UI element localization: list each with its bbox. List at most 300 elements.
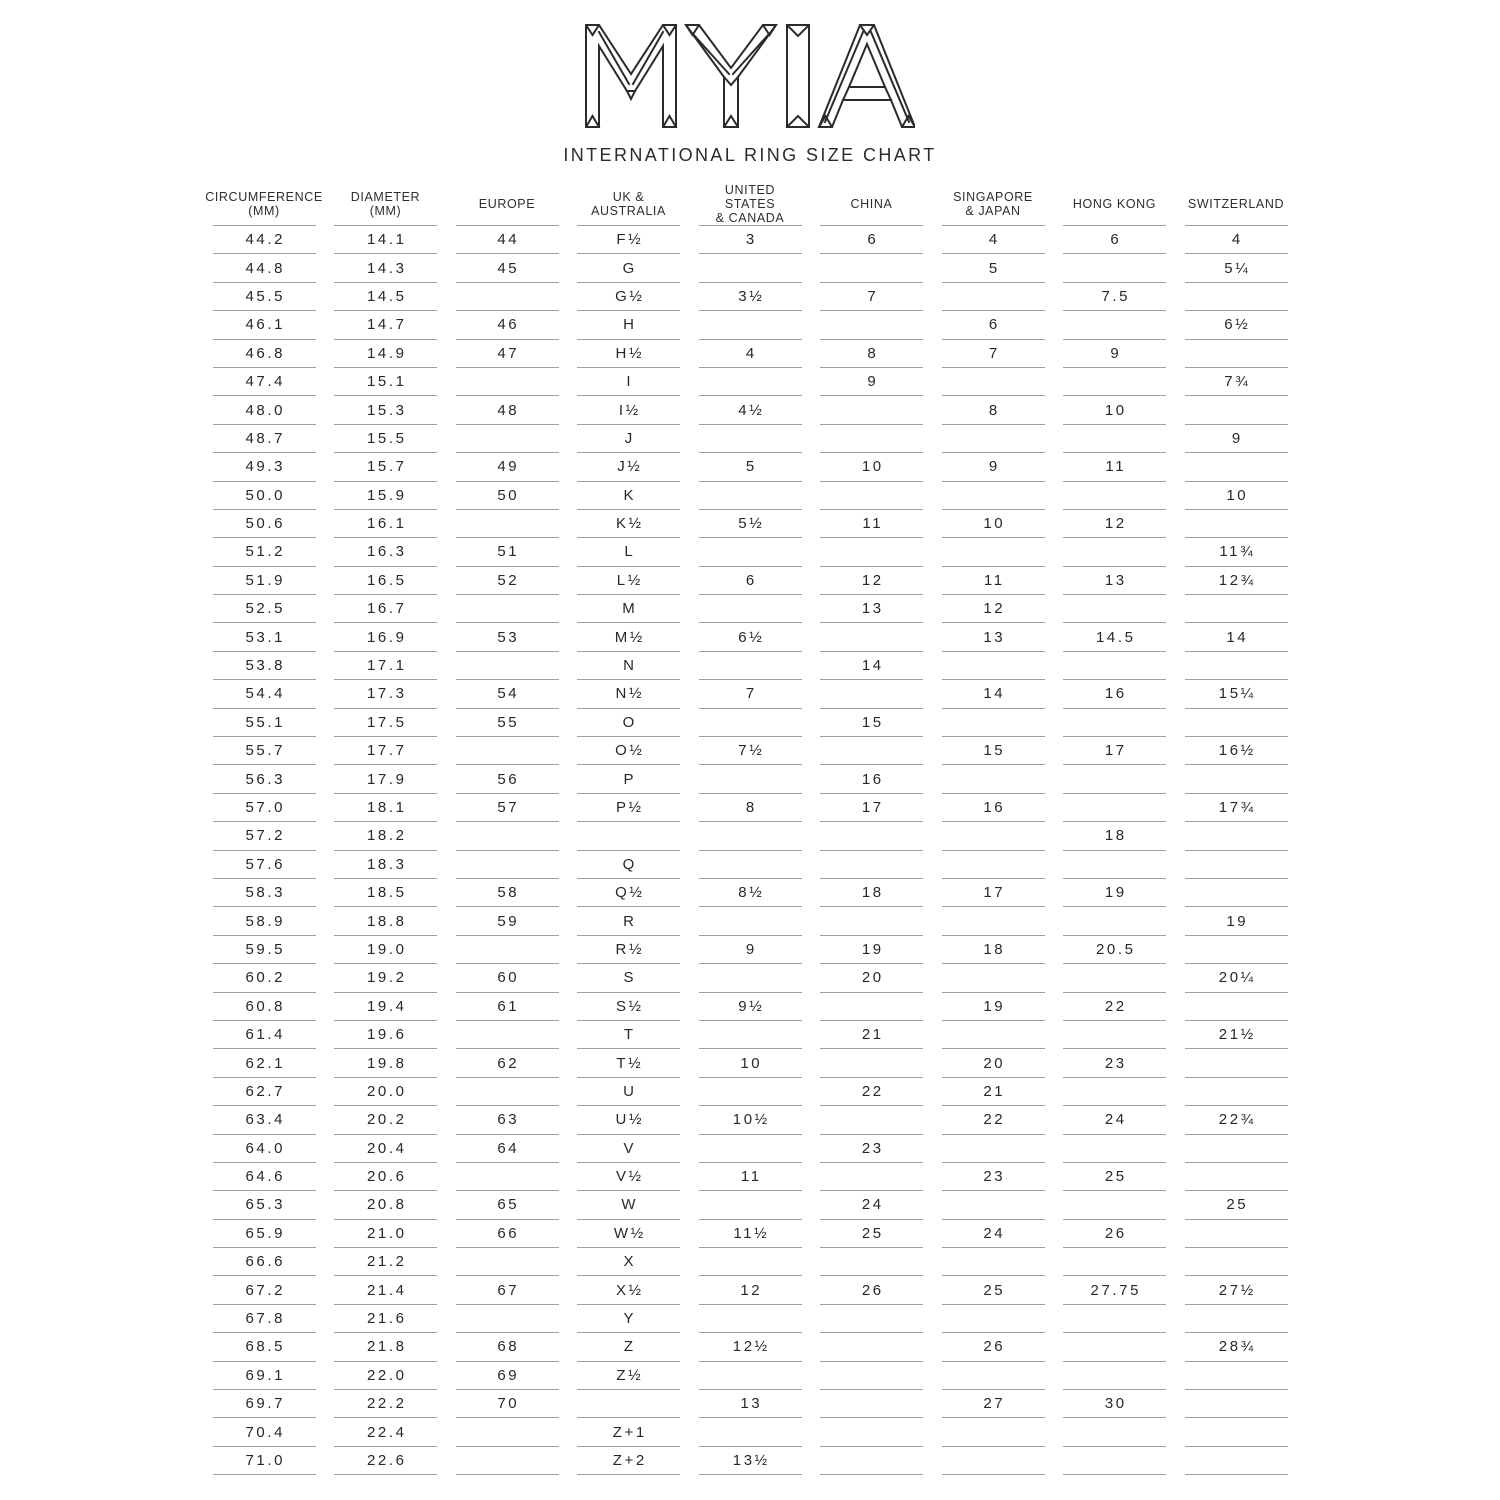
- table-cell-r31-c7: 21: [942, 1078, 1045, 1106]
- table-cell-r25-c9: 19: [1185, 907, 1288, 935]
- table-cell-r43-c5: [699, 1418, 802, 1446]
- table-cell-r18-c9: [1185, 709, 1288, 737]
- table-cell-r1-c6: 6: [820, 226, 923, 254]
- table-cell-r23-c9: [1185, 851, 1288, 879]
- table-cell-r6-c9: 7¾: [1185, 368, 1288, 396]
- table-cell-r32-c8: 24: [1063, 1106, 1166, 1134]
- table-cell-r8-c8: [1063, 425, 1166, 453]
- table-cell-r22-c7: [942, 822, 1045, 850]
- table-cell-r32-c3: 63: [456, 1106, 559, 1134]
- table-cell-r32-c1: 63.4: [213, 1106, 316, 1134]
- myia-logo: [585, 24, 915, 128]
- table-cell-r15-c1: 53.1: [213, 623, 316, 651]
- table-cell-r14-c2: 16.7: [334, 595, 437, 623]
- table-cell-r8-c2: 15.5: [334, 425, 437, 453]
- table-cell-r10-c4: K: [577, 482, 680, 510]
- table-cell-r4-c9: 6½: [1185, 311, 1288, 339]
- table-cell-r14-c1: 52.5: [213, 595, 316, 623]
- table-cell-r37-c5: [699, 1248, 802, 1276]
- table-cell-r23-c2: 18.3: [334, 851, 437, 879]
- table-cell-r24-c2: 18.5: [334, 879, 437, 907]
- table-cell-r20-c9: [1185, 765, 1288, 793]
- table-cell-r10-c6: [820, 482, 923, 510]
- table-cell-r18-c4: O: [577, 709, 680, 737]
- table-cell-r22-c3: [456, 822, 559, 850]
- table-cell-r3-c2: 14.5: [334, 283, 437, 311]
- table-cell-r1-c1: 44.2: [213, 226, 316, 254]
- table-cell-r9-c9: [1185, 453, 1288, 481]
- table-cell-r17-c1: 54.4: [213, 680, 316, 708]
- table-cell-r21-c1: 57.0: [213, 794, 316, 822]
- table-cell-r32-c4: U½: [577, 1106, 680, 1134]
- table-cell-r23-c1: 57.6: [213, 851, 316, 879]
- table-cell-r44-c3: [456, 1447, 559, 1475]
- table-cell-r10-c8: [1063, 482, 1166, 510]
- table-cell-r11-c6: 11: [820, 510, 923, 538]
- table-cell-r34-c7: 23: [942, 1163, 1045, 1191]
- chart-title: INTERNATIONAL RING SIZE CHART: [563, 145, 937, 165]
- table-cell-r44-c6: [820, 1447, 923, 1475]
- table-cell-r28-c4: S½: [577, 993, 680, 1021]
- table-cell-r33-c6: 23: [820, 1135, 923, 1163]
- table-cell-r6-c4: I: [577, 368, 680, 396]
- table-cell-r2-c3: 45: [456, 254, 559, 282]
- table-cell-r27-c4: S: [577, 964, 680, 992]
- table-cell-r42-c9: [1185, 1390, 1288, 1418]
- table-cell-r29-c5: [699, 1021, 802, 1049]
- table-cell-r34-c4: V½: [577, 1163, 680, 1191]
- table-cell-r40-c1: 68.5: [213, 1333, 316, 1361]
- myia-logo-graphic: [585, 24, 915, 128]
- table-cell-r13-c7: 11: [942, 567, 1045, 595]
- table-cell-r30-c4: T½: [577, 1049, 680, 1077]
- table-cell-r31-c6: 22: [820, 1078, 923, 1106]
- table-cell-r43-c9: [1185, 1418, 1288, 1446]
- table-cell-r2-c9: 5¼: [1185, 254, 1288, 282]
- table-cell-r26-c9: [1185, 936, 1288, 964]
- table-cell-r38-c2: 21.4: [334, 1276, 437, 1304]
- table-cell-r29-c2: 19.6: [334, 1021, 437, 1049]
- table-cell-r28-c1: 60.8: [213, 993, 316, 1021]
- table-cell-r39-c2: 21.6: [334, 1305, 437, 1333]
- table-cell-r12-c9: 11¾: [1185, 538, 1288, 566]
- table-cell-r10-c9: 10: [1185, 482, 1288, 510]
- table-cell-r20-c6: 16: [820, 765, 923, 793]
- table-cell-r20-c3: 56: [456, 765, 559, 793]
- table-cell-r16-c9: [1185, 652, 1288, 680]
- table-cell-r27-c5: [699, 964, 802, 992]
- table-cell-r36-c5: 11½: [699, 1220, 802, 1248]
- table-cell-r18-c3: 55: [456, 709, 559, 737]
- table-cell-r26-c5: 9: [699, 936, 802, 964]
- table-cell-r12-c7: [942, 538, 1045, 566]
- table-cell-r26-c8: 20.5: [1063, 936, 1166, 964]
- table-cell-r12-c5: [699, 538, 802, 566]
- table-cell-r19-c7: 15: [942, 737, 1045, 765]
- table-cell-r25-c7: [942, 907, 1045, 935]
- table-cell-r20-c8: [1063, 765, 1166, 793]
- table-cell-r5-c5: 4: [699, 340, 802, 368]
- table-cell-r27-c6: 20: [820, 964, 923, 992]
- table-cell-r28-c9: [1185, 993, 1288, 1021]
- table-cell-r29-c4: T: [577, 1021, 680, 1049]
- table-cell-r3-c6: 7: [820, 283, 923, 311]
- table-cell-r28-c8: 22: [1063, 993, 1166, 1021]
- table-cell-r19-c2: 17.7: [334, 737, 437, 765]
- table-cell-r15-c7: 13: [942, 623, 1045, 651]
- table-cell-r33-c7: [942, 1135, 1045, 1163]
- table-cell-r42-c2: 22.2: [334, 1390, 437, 1418]
- table-cell-r31-c5: [699, 1078, 802, 1106]
- table-cell-r28-c2: 19.4: [334, 993, 437, 1021]
- table-cell-r29-c1: 61.4: [213, 1021, 316, 1049]
- table-cell-r1-c2: 14.1: [334, 226, 437, 254]
- table-cell-r32-c5: 10½: [699, 1106, 802, 1134]
- table-cell-r4-c7: 6: [942, 311, 1045, 339]
- table-cell-r10-c3: 50: [456, 482, 559, 510]
- table-cell-r14-c3: [456, 595, 559, 623]
- table-cell-r21-c5: 8: [699, 794, 802, 822]
- table-cell-r2-c6: [820, 254, 923, 282]
- table-cell-r21-c7: 16: [942, 794, 1045, 822]
- table-cell-r6-c7: [942, 368, 1045, 396]
- table-cell-r19-c6: [820, 737, 923, 765]
- table-cell-r22-c8: 18: [1063, 822, 1166, 850]
- table-cell-r4-c6: [820, 311, 923, 339]
- table-cell-r26-c1: 59.5: [213, 936, 316, 964]
- table-cell-r13-c9: 12¾: [1185, 567, 1288, 595]
- table-cell-r27-c2: 19.2: [334, 964, 437, 992]
- table-cell-r44-c8: [1063, 1447, 1166, 1475]
- table-cell-r25-c5: [699, 907, 802, 935]
- table-cell-r17-c7: 14: [942, 680, 1045, 708]
- table-cell-r13-c5: 6: [699, 567, 802, 595]
- table-cell-r1-c4: F½: [577, 226, 680, 254]
- table-cell-r28-c6: [820, 993, 923, 1021]
- table-cell-r1-c3: 44: [456, 226, 559, 254]
- table-cell-r7-c9: [1185, 396, 1288, 424]
- table-cell-r11-c4: K½: [577, 510, 680, 538]
- table-cell-r32-c9: 22¾: [1185, 1106, 1288, 1134]
- table-cell-r27-c9: 20¼: [1185, 964, 1288, 992]
- table-cell-r1-c7: 4: [942, 226, 1045, 254]
- table-cell-r31-c4: U: [577, 1078, 680, 1106]
- table-cell-r8-c5: [699, 425, 802, 453]
- table-cell-r6-c3: [456, 368, 559, 396]
- table-cell-r34-c8: 25: [1063, 1163, 1166, 1191]
- table-cell-r35-c6: 24: [820, 1191, 923, 1219]
- table-cell-r38-c1: 67.2: [213, 1276, 316, 1304]
- table-cell-r22-c9: [1185, 822, 1288, 850]
- table-cell-r8-c4: J: [577, 425, 680, 453]
- table-cell-r9-c4: J½: [577, 453, 680, 481]
- table-cell-r5-c8: 9: [1063, 340, 1166, 368]
- table-cell-r41-c9: [1185, 1362, 1288, 1390]
- table-cell-r33-c2: 20.4: [334, 1135, 437, 1163]
- table-cell-r18-c6: 15: [820, 709, 923, 737]
- table-cell-r23-c7: [942, 851, 1045, 879]
- table-cell-r33-c5: [699, 1135, 802, 1163]
- table-cell-r30-c7: 20: [942, 1049, 1045, 1077]
- table-cell-r11-c2: 16.1: [334, 510, 437, 538]
- table-cell-r38-c5: 12: [699, 1276, 802, 1304]
- table-cell-r6-c1: 47.4: [213, 368, 316, 396]
- table-cell-r6-c5: [699, 368, 802, 396]
- table-cell-r27-c3: 60: [456, 964, 559, 992]
- table-cell-r23-c4: Q: [577, 851, 680, 879]
- table-cell-r14-c6: 13: [820, 595, 923, 623]
- table-cell-r40-c8: [1063, 1333, 1166, 1361]
- table-cell-r12-c4: L: [577, 538, 680, 566]
- table-cell-r16-c3: [456, 652, 559, 680]
- table-cell-r16-c7: [942, 652, 1045, 680]
- table-cell-r3-c9: [1185, 283, 1288, 311]
- table-cell-r3-c5: 3½: [699, 283, 802, 311]
- table-cell-r15-c4: M½: [577, 623, 680, 651]
- table-cell-r21-c9: 17¾: [1185, 794, 1288, 822]
- table-cell-r11-c8: 12: [1063, 510, 1166, 538]
- table-cell-r19-c8: 17: [1063, 737, 1166, 765]
- table-cell-r25-c2: 18.8: [334, 907, 437, 935]
- table-cell-r1-c8: 6: [1063, 226, 1166, 254]
- table-cell-r40-c7: 26: [942, 1333, 1045, 1361]
- table-cell-r39-c1: 67.8: [213, 1305, 316, 1333]
- column-header-singapore-japan: SINGAPORE & JAPAN: [942, 187, 1045, 226]
- table-cell-r10-c1: 50.0: [213, 482, 316, 510]
- table-cell-r19-c3: [456, 737, 559, 765]
- table-cell-r19-c9: 16½: [1185, 737, 1288, 765]
- table-cell-r15-c5: 6½: [699, 623, 802, 651]
- table-cell-r38-c4: X½: [577, 1276, 680, 1304]
- table-cell-r41-c6: [820, 1362, 923, 1390]
- table-cell-r43-c3: [456, 1418, 559, 1446]
- table-cell-r15-c9: 14: [1185, 623, 1288, 651]
- table-cell-r24-c4: Q½: [577, 879, 680, 907]
- table-cell-r41-c4: Z½: [577, 1362, 680, 1390]
- table-cell-r29-c7: [942, 1021, 1045, 1049]
- table-cell-r28-c7: 19: [942, 993, 1045, 1021]
- table-cell-r34-c6: [820, 1163, 923, 1191]
- table-cell-r36-c9: [1185, 1220, 1288, 1248]
- table-cell-r37-c6: [820, 1248, 923, 1276]
- table-cell-r37-c3: [456, 1248, 559, 1276]
- table-cell-r1-c9: 4: [1185, 226, 1288, 254]
- table-cell-r5-c3: 47: [456, 340, 559, 368]
- table-cell-r35-c8: [1063, 1191, 1166, 1219]
- table-cell-r40-c9: 28¾: [1185, 1333, 1288, 1361]
- table-cell-r11-c3: [456, 510, 559, 538]
- table-cell-r8-c1: 48.7: [213, 425, 316, 453]
- table-cell-r38-c7: 25: [942, 1276, 1045, 1304]
- table-cell-r13-c8: 13: [1063, 567, 1166, 595]
- table-cell-r4-c4: H: [577, 311, 680, 339]
- table-cell-r39-c6: [820, 1305, 923, 1333]
- table-cell-r5-c6: 8: [820, 340, 923, 368]
- table-cell-r23-c8: [1063, 851, 1166, 879]
- table-cell-r22-c5: [699, 822, 802, 850]
- table-cell-r41-c7: [942, 1362, 1045, 1390]
- table-cell-r38-c3: 67: [456, 1276, 559, 1304]
- table-cell-r19-c5: 7½: [699, 737, 802, 765]
- table-cell-r12-c8: [1063, 538, 1166, 566]
- table-cell-r41-c8: [1063, 1362, 1166, 1390]
- table-cell-r7-c2: 15.3: [334, 396, 437, 424]
- table-cell-r31-c8: [1063, 1078, 1166, 1106]
- table-cell-r37-c4: X: [577, 1248, 680, 1276]
- table-cell-r32-c7: 22: [942, 1106, 1045, 1134]
- table-cell-r17-c6: [820, 680, 923, 708]
- table-cell-r9-c7: 9: [942, 453, 1045, 481]
- table-cell-r17-c2: 17.3: [334, 680, 437, 708]
- table-cell-r15-c6: [820, 623, 923, 651]
- column-header-hong-kong: HONG KONG: [1063, 187, 1166, 226]
- table-cell-r43-c4: Z+1: [577, 1418, 680, 1446]
- table-cell-r4-c2: 14.7: [334, 311, 437, 339]
- table-cell-r26-c2: 19.0: [334, 936, 437, 964]
- table-cell-r14-c5: [699, 595, 802, 623]
- table-cell-r36-c7: 24: [942, 1220, 1045, 1248]
- table-cell-r27-c7: [942, 964, 1045, 992]
- table-cell-r40-c6: [820, 1333, 923, 1361]
- table-cell-r22-c4: [577, 822, 680, 850]
- table-cell-r7-c6: [820, 396, 923, 424]
- table-cell-r34-c5: 11: [699, 1163, 802, 1191]
- table-cell-r30-c8: 23: [1063, 1049, 1166, 1077]
- table-cell-r4-c8: [1063, 311, 1166, 339]
- table-cell-r43-c1: 70.4: [213, 1418, 316, 1446]
- table-cell-r18-c2: 17.5: [334, 709, 437, 737]
- table-cell-r29-c6: 21: [820, 1021, 923, 1049]
- column-header-united-states-canada: UNITED STATES & CANADA: [699, 187, 802, 226]
- column-header-diameter-mm: DIAMETER (MM): [334, 187, 437, 226]
- table-cell-r13-c3: 52: [456, 567, 559, 595]
- table-cell-r40-c5: 12½: [699, 1333, 802, 1361]
- table-cell-r31-c1: 62.7: [213, 1078, 316, 1106]
- table-cell-r8-c3: [456, 425, 559, 453]
- table-cell-r21-c3: 57: [456, 794, 559, 822]
- table-cell-r43-c7: [942, 1418, 1045, 1446]
- table-cell-r24-c3: 58: [456, 879, 559, 907]
- table-cell-r5-c2: 14.9: [334, 340, 437, 368]
- table-cell-r7-c4: I½: [577, 396, 680, 424]
- table-cell-r15-c8: 14.5: [1063, 623, 1166, 651]
- table-cell-r44-c7: [942, 1447, 1045, 1475]
- table-cell-r35-c5: [699, 1191, 802, 1219]
- table-cell-r35-c3: 65: [456, 1191, 559, 1219]
- table-cell-r41-c5: [699, 1362, 802, 1390]
- table-cell-r2-c2: 14.3: [334, 254, 437, 282]
- table-cell-r40-c3: 68: [456, 1333, 559, 1361]
- table-cell-r43-c8: [1063, 1418, 1166, 1446]
- table-cell-r20-c7: [942, 765, 1045, 793]
- table-cell-r13-c4: L½: [577, 567, 680, 595]
- table-cell-r22-c6: [820, 822, 923, 850]
- table-cell-r14-c8: [1063, 595, 1166, 623]
- table-cell-r11-c7: 10: [942, 510, 1045, 538]
- table-cell-r37-c9: [1185, 1248, 1288, 1276]
- table-cell-r36-c1: 65.9: [213, 1220, 316, 1248]
- table-cell-r9-c5: 5: [699, 453, 802, 481]
- table-cell-r16-c8: [1063, 652, 1166, 680]
- table-cell-r5-c9: [1185, 340, 1288, 368]
- table-cell-r43-c2: 22.4: [334, 1418, 437, 1446]
- table-cell-r23-c6: [820, 851, 923, 879]
- table-cell-r17-c8: 16: [1063, 680, 1166, 708]
- table-cell-r8-c7: [942, 425, 1045, 453]
- table-cell-r20-c5: [699, 765, 802, 793]
- table-cell-r30-c2: 19.8: [334, 1049, 437, 1077]
- table-cell-r28-c3: 61: [456, 993, 559, 1021]
- table-cell-r34-c9: [1185, 1163, 1288, 1191]
- table-cell-r34-c1: 64.6: [213, 1163, 316, 1191]
- table-cell-r6-c2: 15.1: [334, 368, 437, 396]
- table-cell-r25-c3: 59: [456, 907, 559, 935]
- table-cell-r4-c3: 46: [456, 311, 559, 339]
- table-cell-r39-c5: [699, 1305, 802, 1333]
- table-cell-r8-c6: [820, 425, 923, 453]
- table-cell-r13-c6: 12: [820, 567, 923, 595]
- table-cell-r41-c3: 69: [456, 1362, 559, 1390]
- table-cell-r2-c5: [699, 254, 802, 282]
- table-cell-r16-c6: 14: [820, 652, 923, 680]
- table-cell-r33-c9: [1185, 1135, 1288, 1163]
- table-cell-r10-c5: [699, 482, 802, 510]
- table-cell-r42-c1: 69.7: [213, 1390, 316, 1418]
- table-cell-r16-c5: [699, 652, 802, 680]
- table-cell-r31-c3: [456, 1078, 559, 1106]
- table-cell-r39-c7: [942, 1305, 1045, 1333]
- table-cell-r15-c2: 16.9: [334, 623, 437, 651]
- table-cell-r11-c1: 50.6: [213, 510, 316, 538]
- table-cell-r24-c6: 18: [820, 879, 923, 907]
- column-header-circumference-mm: CIRCUMFERENCE (MM): [213, 187, 316, 226]
- table-cell-r24-c9: [1185, 879, 1288, 907]
- table-cell-r18-c1: 55.1: [213, 709, 316, 737]
- table-cell-r12-c6: [820, 538, 923, 566]
- table-cell-r7-c1: 48.0: [213, 396, 316, 424]
- table-cell-r19-c4: O½: [577, 737, 680, 765]
- table-cell-r9-c2: 15.7: [334, 453, 437, 481]
- table-cell-r41-c1: 69.1: [213, 1362, 316, 1390]
- table-cell-r5-c4: H½: [577, 340, 680, 368]
- table-cell-r9-c1: 49.3: [213, 453, 316, 481]
- table-cell-r27-c8: [1063, 964, 1166, 992]
- table-cell-r31-c2: 20.0: [334, 1078, 437, 1106]
- table-cell-r35-c2: 20.8: [334, 1191, 437, 1219]
- table-cell-r4-c5: [699, 311, 802, 339]
- table-cell-r27-c1: 60.2: [213, 964, 316, 992]
- table-cell-r17-c3: 54: [456, 680, 559, 708]
- table-cell-r23-c5: [699, 851, 802, 879]
- table-cell-r29-c3: [456, 1021, 559, 1049]
- table-cell-r17-c5: 7: [699, 680, 802, 708]
- table-cell-r9-c3: 49: [456, 453, 559, 481]
- table-cell-r42-c4: [577, 1390, 680, 1418]
- table-cell-r16-c4: N: [577, 652, 680, 680]
- table-cell-r33-c4: V: [577, 1135, 680, 1163]
- table-cell-r7-c8: 10: [1063, 396, 1166, 424]
- table-cell-r11-c5: 5½: [699, 510, 802, 538]
- table-cell-r30-c1: 62.1: [213, 1049, 316, 1077]
- table-cell-r37-c8: [1063, 1248, 1166, 1276]
- table-cell-r44-c5: 13½: [699, 1447, 802, 1475]
- table-cell-r22-c2: 18.2: [334, 822, 437, 850]
- table-cell-r3-c1: 45.5: [213, 283, 316, 311]
- table-cell-r14-c4: M: [577, 595, 680, 623]
- table-cell-r44-c4: Z+2: [577, 1447, 680, 1475]
- table-cell-r7-c3: 48: [456, 396, 559, 424]
- table-cell-r42-c7: 27: [942, 1390, 1045, 1418]
